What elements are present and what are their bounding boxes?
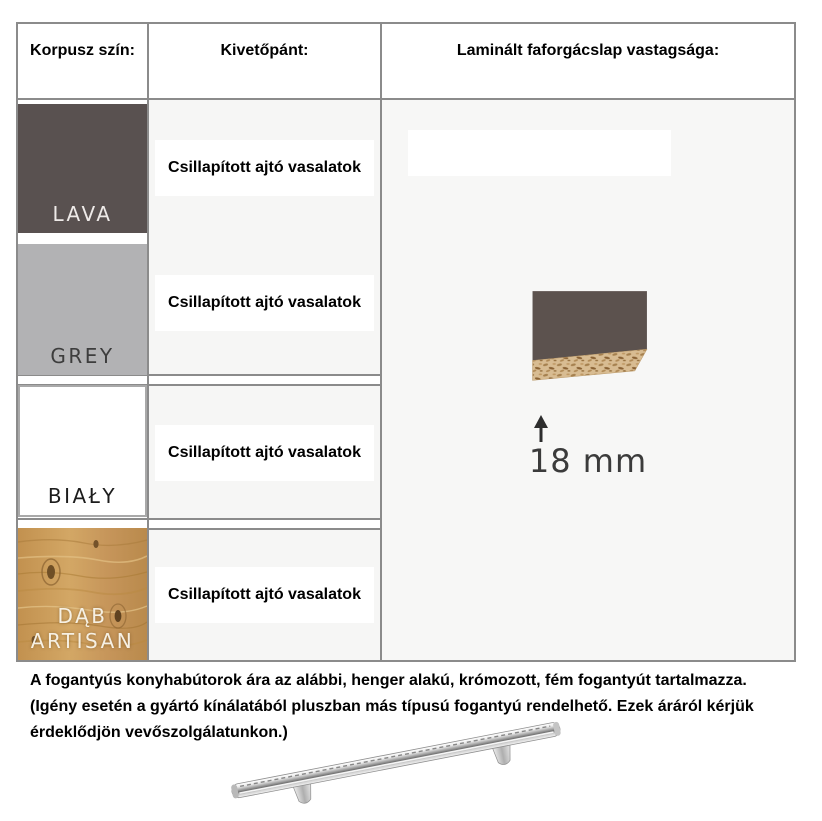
spec-table — [16, 22, 796, 662]
white-patch — [408, 130, 671, 176]
thickness-label: 18 mm — [528, 442, 648, 480]
swatch-grey — [18, 244, 147, 375]
swatch-bialy — [18, 385, 147, 517]
handle-note-line: érdeklődjön vevőszolgálatunkon.) — [30, 724, 288, 741]
swatch-lava — [18, 104, 147, 233]
handle-note-line: A fogantyús konyhabútorok ára az alábbi, henger alakú, krómozott, fém fogantyút tartalmazza. — [30, 672, 747, 689]
swatch-label: DĄB ARTISAN — [30, 604, 135, 653]
header-vastagsag: Laminált faforgácslap vastagsága: — [456, 42, 720, 59]
column-divider-line — [147, 24, 149, 660]
chipboard-image — [488, 279, 688, 409]
hinge-text-grey: Csillapított ajtó vasalatok — [149, 275, 380, 331]
hinge-text-lava: Csillapított ajtó vasalatok — [149, 140, 380, 196]
swatch-label: GREY — [50, 344, 115, 368]
column-divider-line — [380, 24, 382, 660]
hinge-text-bialy: Csillapított ajtó vasalatok — [149, 425, 380, 481]
hinge-text-dab: Csillapított ajtó vasalatok — [149, 567, 380, 623]
chrome-handle-image — [205, 712, 595, 817]
swatch-label: BIAŁY — [47, 484, 118, 508]
header-korpusz-szin: Korpusz szín: — [30, 42, 135, 59]
handle-note-line: (Igény esetén a gyártó kínálatából pluszban más típusú fogantyú rendelhető. Ezek áráról kérjük — [30, 698, 754, 715]
swatch-dab-artisan — [18, 528, 147, 660]
up-arrow-icon — [531, 415, 551, 443]
swatch-label: LAVA — [52, 202, 113, 226]
header-kivetopant: Kivetőpánt: — [220, 42, 309, 59]
laminate-top-face — [533, 291, 647, 360]
